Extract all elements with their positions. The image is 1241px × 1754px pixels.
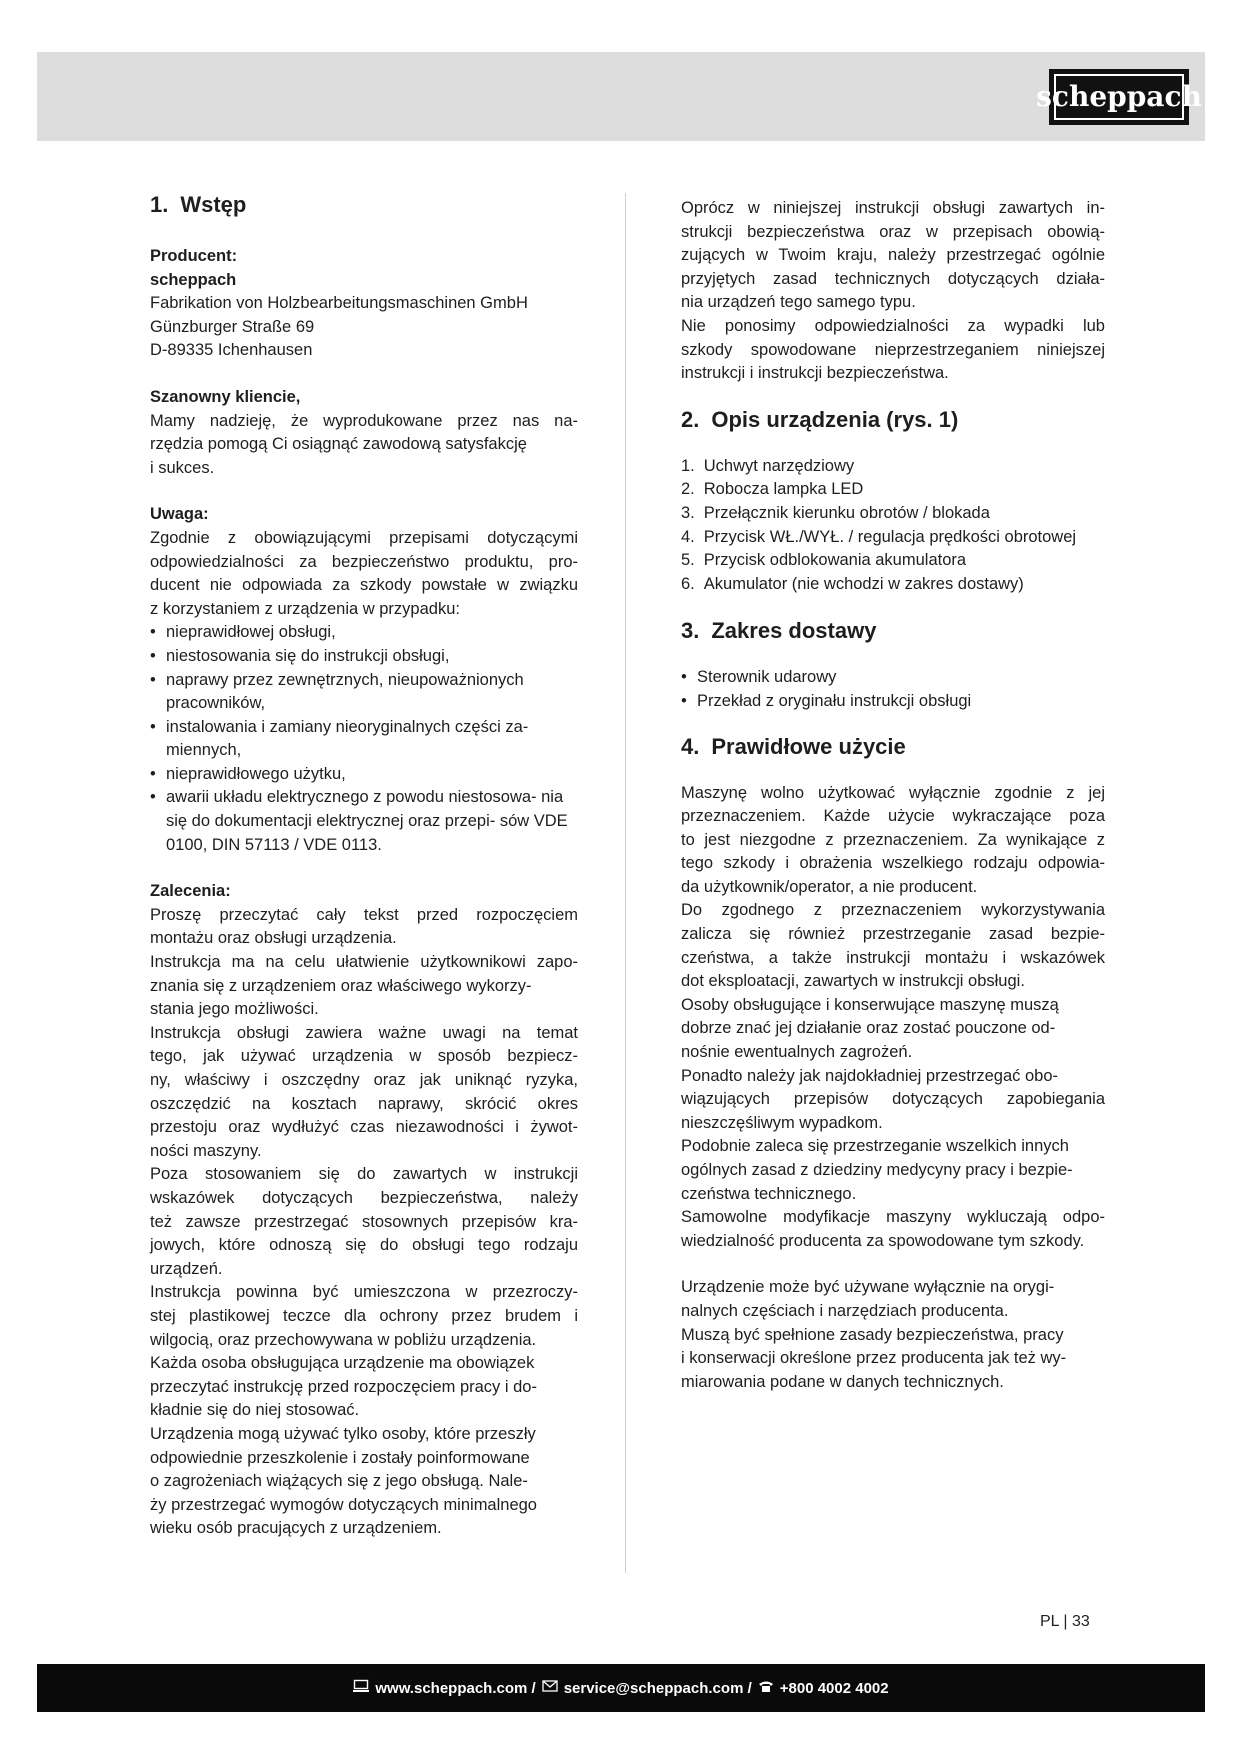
intro-line: szkody spowodowane nieprzestrzeganiem niniejszej — [681, 340, 1105, 359]
recommend-line: stej plastikowej teczce dla ochrony przez brudem i — [150, 1306, 578, 1325]
list-item — [681, 526, 1105, 550]
usage-line: przeznaczeniem. Każde użycie wykraczające poza — [681, 807, 1105, 826]
section-3-title: Zakres dostawy — [711, 618, 877, 644]
footer-bar — [37, 1664, 1205, 1712]
header-band — [37, 52, 1205, 141]
intro-line: Nie ponosimy odpowiedzialności za wypadki lub — [681, 316, 1105, 335]
column-divider — [625, 193, 626, 1573]
list-item — [681, 573, 1105, 597]
part-number: 3. — [681, 503, 695, 522]
usage-line: i konserwacji określone przez producenta jak też wy- — [681, 1349, 1067, 1368]
intro-line: nia urządzeń tego samego typu. — [681, 293, 916, 312]
usage-line: Muszą być spełnione zasady bezpieczeństwa, pracy — [681, 1325, 1064, 1344]
part-label: Przełącznik kierunku obrotów / blokada — [703, 503, 990, 522]
intro-line: zujących w Twoim kraju, należy przestrzegać ogólnie — [681, 246, 1105, 265]
page-number: PL | 33 — [1040, 1613, 1090, 1630]
list-item — [681, 502, 1105, 526]
recommend-line: też zawsze przestrzegać stosownych przepisów kra- — [150, 1212, 578, 1231]
usage-line: zalicza się również przestrzeganie zasad bezpie- — [681, 925, 1105, 944]
list-item: • Sterownik udarowy — [681, 666, 1105, 690]
list-item: • nieprawidłowej obsługi, — [150, 621, 578, 645]
usage-line: to jest niezgodne z przeznaczeniem. Za wynikające z — [681, 830, 1105, 849]
intro-line: strukcji bezpieczeństwa oraz w przepisach obowią- — [681, 222, 1105, 241]
usage-line: Ponadto należy jak najdokładniej przestrzegać obo- — [681, 1066, 1058, 1085]
usage-line: da użytkownik/operator, a nie producent. — [681, 877, 978, 896]
section-2-heading — [681, 405, 1105, 435]
parts-list — [681, 455, 1105, 597]
recommend-line: ny, właściwy i oszczędny oraz jak uniknąć ryzyka, — [150, 1071, 578, 1089]
usage-body-2 — [681, 1276, 1105, 1394]
usage-line: wiązujących przepisów dotyczących zapobiegania — [681, 1090, 1105, 1109]
recommend-label: Zalecenia: — [150, 882, 231, 901]
intro-line: instrukcji i instrukcji bezpieczeństwa. — [681, 364, 949, 383]
recommend-line: stania jego możliwości. — [150, 1000, 319, 1019]
part-number: 2. — [681, 480, 695, 499]
producer-line: D-89335 Ichenhausen — [150, 341, 313, 360]
part-label: Uchwyt narzędziowy — [703, 456, 855, 475]
usage-line: wiedzialność producenta za spowodowane tym szkody. — [681, 1231, 1085, 1250]
producer-line: Günzburger Straße 69 — [150, 317, 315, 336]
delivery-list — [681, 666, 1105, 713]
footer-phone[interactable]: +800 4002 4002 — [779, 1679, 889, 1697]
section-2-title: Opis urządzenia (rys. 1) — [711, 406, 959, 432]
part-label: Akumulator (nie wchodzi w zakres dostawy) — [703, 574, 1024, 593]
list-item: • awarii układu elektrycznego z powodu niestosowa- nia się do dokumentacji elektrycznej oraz przepi- sów VDE 0100, DIN 57113 / VDE 0113. — [150, 786, 578, 857]
usage-line: nieszczęśliwym wypadkom. — [681, 1113, 883, 1132]
part-number: 1. — [681, 456, 695, 475]
usage-line: Samowolne modyfikacje maszyny wykluczają odpo- — [681, 1208, 1105, 1227]
section-1-number: 1. — [150, 192, 169, 217]
note-bullet-list — [150, 621, 578, 857]
section-3-number: 3. — [681, 618, 700, 644]
intro-line: przyjętych zasad technicznych dotyczących działa- — [681, 269, 1105, 288]
list-item: • nieprawidłowego użytku, — [150, 763, 578, 787]
mail-icon — [542, 1679, 558, 1697]
part-number: 5. — [681, 551, 695, 570]
usage-line: Do zgodnego z przeznaczeniem wykorzystywania — [681, 901, 1105, 920]
recommend-line: Poza stosowaniem się do zawartych w instrukcji — [150, 1165, 578, 1184]
usage-line: dobrze znać jej działanie oraz zostać pouczone od- — [681, 1019, 1056, 1038]
usage-line: nośnie ewentualnych zagrożeń. — [681, 1043, 913, 1062]
note-line: ducent nie odpowiada za szkody powstałe w związku — [150, 576, 578, 595]
recommend-line: znania się z urządzeniem oraz właściwego wykorzy- — [150, 976, 532, 995]
part-label: Przycisk WŁ./WYŁ. / regulacja prędkości obrotowej — [703, 527, 1077, 546]
section-2-number: 2. — [681, 406, 700, 432]
note-label: Uwaga: — [150, 505, 209, 524]
recommend-line: montażu oraz obsługi urządzenia. — [150, 929, 397, 948]
recommend-line: przestoju oraz wydłużyć czas niezawodności i żywot- — [150, 1118, 578, 1137]
usage-line: Podobnie zaleca się przestrzeganie wszelkich innych — [681, 1137, 1069, 1156]
recommend-line: Proszę przeczytać cały tekst przed rozpoczęciem — [150, 905, 578, 924]
section-3-heading — [681, 616, 1105, 646]
note-line: z korzystaniem z urządzenia w przypadku: — [150, 599, 460, 618]
computer-icon — [353, 1679, 369, 1697]
part-number: 6. — [681, 574, 695, 593]
recommend-line: ży przestrzegać wymogów dotyczących minimalnego — [150, 1495, 537, 1514]
recommend-body — [150, 904, 578, 1541]
list-item — [681, 455, 1105, 479]
recommend-line: urządzeń. — [150, 1259, 223, 1278]
usage-line: Urządzenie może być używane wyłącznie na orygi- — [681, 1278, 1055, 1297]
section-1-heading — [150, 190, 578, 220]
section-4-heading — [681, 732, 1105, 762]
recommend-line: wieku osób pracujących z urządzeniem. — [150, 1519, 442, 1538]
phone-icon — [758, 1679, 774, 1697]
usage-line: czeństwa, a także instrukcji montażu i wskazówek — [681, 948, 1105, 967]
recommend-line: wskazówek dotyczących bezpieczeństwa, należy — [150, 1188, 578, 1207]
customer-label: Szanowny kliencie, — [150, 387, 301, 406]
producer-label: Producent: — [150, 247, 238, 265]
section-1-title: Wstęp — [180, 192, 247, 217]
part-label: Robocza lampka LED — [703, 480, 864, 499]
usage-line: nalnych częściach i narzędziach producenta. — [681, 1301, 1009, 1320]
left-column — [150, 190, 578, 1541]
section-4-title: Prawidłowe użycie — [711, 733, 906, 759]
list-item: • naprawy przez zewnętrznych, nieupoważnionych pracowników, — [150, 669, 578, 716]
recommend-line: kładnie się do niej stosować. — [150, 1401, 360, 1420]
usage-line: tego szkody i obrażenia wszelkiego rodzaju odpowia- — [681, 854, 1105, 873]
customer-line: i sukces. — [150, 458, 215, 477]
list-item: • Przekład z oryginału instrukcji obsługi — [681, 690, 1105, 714]
part-number: 4. — [681, 527, 695, 546]
list-item — [681, 478, 1105, 502]
recommend-line: Instrukcja obsługi zawiera ważne uwagi na temat — [150, 1023, 578, 1042]
producer-line: Fabrikation von Holzbearbeitungsmaschinen GmbH — [150, 294, 528, 313]
recommend-line: odpowiednie przeszkolenie i zostały poinformowane — [150, 1448, 530, 1467]
intro-line: Oprócz w niniejszej instrukcji obsługi zawartych in- — [681, 199, 1105, 217]
usage-line: czeństwa technicznego. — [681, 1184, 857, 1203]
list-item — [681, 549, 1105, 573]
usage-line: ogólnych zasad z dziedziny medycyny pracy i bezpie- — [681, 1161, 1073, 1179]
customer-line: rzędzia pomogą Ci osiągnąć zawodową satysfakcję — [150, 435, 527, 454]
note-line: Zgodnie z obowiązującymi przepisami dotyczącymi — [150, 528, 578, 547]
usage-line: dot eksploatacji, zawartych w instrukcji obsługi. — [681, 972, 1025, 991]
recommend-line: Instrukcja ma na celu ułatwienie użytkownikowi zapo- — [150, 953, 578, 972]
section-4-number: 4. — [681, 733, 700, 759]
usage-body — [681, 782, 1105, 1254]
usage-line: Maszynę wolno użytkować wyłącznie zgodnie z jej — [681, 783, 1105, 802]
right-column — [681, 197, 1105, 1394]
note-line: odpowiedzialności za bezpieczeństwo produktu, pro- — [150, 552, 578, 571]
footer-email[interactable]: service@scheppach.com / — [563, 1679, 752, 1697]
recommend-line: tego, jak używać urządzenia w sposób bezpiecz- — [150, 1047, 578, 1066]
list-item: • niestosowania się do instrukcji obsługi, — [150, 645, 578, 669]
usage-line: Osoby obsługujące i konserwujące maszynę muszą — [681, 995, 1059, 1014]
recommend-line: oszczędzić na kosztach naprawy, skrócić okres — [150, 1094, 578, 1113]
customer-line: Mamy nadzieję, że wyprodukowane przez nas na- — [150, 411, 578, 430]
list-item: • instalowania i zamiany nieoryginalnych części za- miennych, — [150, 716, 578, 763]
recommend-line: wilgocią, oraz przechowywana w pobliżu urządzenia. — [150, 1330, 537, 1349]
usage-line: miarowania podane w danych technicznych. — [681, 1372, 1004, 1391]
part-label: Przycisk odblokowania akumulatora — [703, 551, 967, 570]
recommend-line: ności maszyny. — [150, 1141, 262, 1160]
recommend-line: przeczytać instrukcję przed rozpoczęciem pracy i do- — [150, 1377, 537, 1396]
recommend-line: Instrukcja powinna być umieszczona w przezroczy- — [150, 1283, 578, 1302]
scheppach-logo: scheppach — [1049, 69, 1189, 125]
recommend-line: o zagrożeniach wiążących się z jego obsługą. Nale- — [150, 1472, 528, 1491]
recommend-line: jowych, które odnoszą się do obsługi tego rodzaju — [150, 1236, 578, 1255]
producer-name: scheppach — [150, 270, 237, 289]
recommend-line: Urządzenia mogą używać tylko osoby, które przeszły — [150, 1424, 536, 1443]
recommend-line: Każda osoba obsługująca urządzenie ma obowiązek — [150, 1354, 535, 1373]
footer-website[interactable]: www.scheppach.com / — [375, 1679, 536, 1697]
